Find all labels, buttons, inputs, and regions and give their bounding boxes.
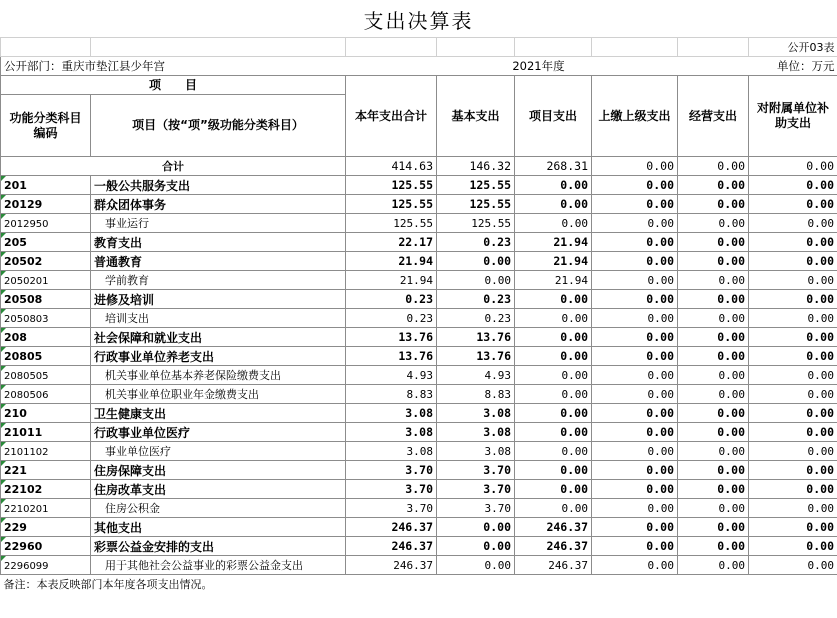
row-value: 0.00 <box>678 347 749 366</box>
cell-marker-icon <box>1 385 6 390</box>
meta-row <box>1 57 837 76</box>
department-label: 公开部门：重庆市垫江县少年宫 <box>1 57 437 76</box>
row-value: 0.00 <box>749 423 837 442</box>
row-value: 0.00 <box>749 385 837 404</box>
row-value: 13.76 <box>437 328 515 347</box>
row-value: 0.00 <box>515 328 592 347</box>
row-value: 3.70 <box>437 499 515 518</box>
row-value: 0.00 <box>515 176 592 195</box>
row-name: 社会保障和就业支出 <box>91 328 346 347</box>
row-name: 群众团体事务 <box>91 195 346 214</box>
row-value: 0.00 <box>678 442 749 461</box>
row-value: 3.08 <box>437 404 515 423</box>
cell-marker-icon <box>1 271 6 276</box>
row-code <box>1 271 91 290</box>
row-code-text: 21011 <box>4 425 43 439</box>
table-row <box>1 309 837 328</box>
row-value: 0.00 <box>515 461 592 480</box>
row-value: 21.94 <box>346 271 437 290</box>
row-value: 0.00 <box>678 537 749 556</box>
row-code-text: 205 <box>4 235 27 249</box>
row-value: 0.00 <box>515 442 592 461</box>
cell-marker-icon <box>1 366 6 371</box>
cell-marker-icon <box>1 499 6 504</box>
row-code <box>1 176 91 195</box>
row-value: 4.93 <box>346 366 437 385</box>
row-value: 0.00 <box>749 499 837 518</box>
table-row <box>1 271 837 290</box>
table-row <box>1 461 837 480</box>
table-row <box>1 290 837 309</box>
row-value: 0.00 <box>437 271 515 290</box>
row-value: 0.00 <box>749 328 837 347</box>
table-row <box>1 176 837 195</box>
row-value: 0.00 <box>749 309 837 328</box>
row-value: 0.00 <box>437 537 515 556</box>
total-value: 0.00 <box>749 157 837 176</box>
cell-marker-icon <box>1 537 6 542</box>
table-note: 备注：本表反映部门本年度各项支出情况。 <box>3 578 213 592</box>
row-value: 4.93 <box>437 366 515 385</box>
header-row-1 <box>1 76 837 95</box>
row-value: 0.23 <box>437 309 515 328</box>
row-value: 0.00 <box>749 214 837 233</box>
cell-marker-icon <box>1 480 6 485</box>
row-value: 0.23 <box>346 309 437 328</box>
cell-marker-icon <box>1 309 6 314</box>
row-code-text: 208 <box>4 330 27 344</box>
cell-marker-icon <box>1 233 6 238</box>
row-value: 125.55 <box>437 195 515 214</box>
table-row <box>1 556 837 575</box>
row-value: 13.76 <box>346 347 437 366</box>
report-title: 支出决算表 <box>363 8 474 33</box>
row-value: 0.00 <box>592 233 678 252</box>
row-value: 125.55 <box>346 214 437 233</box>
row-value: 0.00 <box>592 499 678 518</box>
table-row <box>1 537 837 556</box>
total-label: 合计 <box>1 157 346 176</box>
row-value: 246.37 <box>515 518 592 537</box>
row-name: 行政事业单位养老支出 <box>91 347 346 366</box>
row-name: 培训支出 <box>91 309 346 328</box>
row-value: 0.00 <box>678 499 749 518</box>
row-code-text: 210 <box>4 406 27 420</box>
row-code-text: 22960 <box>4 539 43 553</box>
table-row <box>1 423 837 442</box>
row-value: 0.00 <box>515 423 592 442</box>
expenditure-table <box>0 37 837 594</box>
row-value: 0.23 <box>346 290 437 309</box>
row-value: 0.00 <box>678 271 749 290</box>
row-code <box>1 385 91 404</box>
row-value: 0.00 <box>437 556 515 575</box>
row-value: 0.00 <box>749 404 837 423</box>
row-value: 3.08 <box>346 442 437 461</box>
row-value: 0.00 <box>592 214 678 233</box>
cell-marker-icon <box>1 195 6 200</box>
table-number: 公开03表 <box>749 38 837 57</box>
row-value: 0.00 <box>592 347 678 366</box>
row-name: 事业单位医疗 <box>91 442 346 461</box>
row-value: 0.00 <box>678 518 749 537</box>
row-name: 彩票公益金安排的支出 <box>91 537 346 556</box>
row-value: 246.37 <box>515 556 592 575</box>
row-code <box>1 347 91 366</box>
row-value: 0.00 <box>749 233 837 252</box>
row-name: 学前教育 <box>91 271 346 290</box>
row-value: 0.00 <box>678 404 749 423</box>
row-value: 0.00 <box>515 499 592 518</box>
row-code-text: 20502 <box>4 254 43 268</box>
row-name: 教育支出 <box>91 233 346 252</box>
row-code <box>1 499 91 518</box>
total-value: 146.32 <box>437 157 515 176</box>
row-value: 0.00 <box>678 423 749 442</box>
row-value: 3.08 <box>437 442 515 461</box>
row-value: 21.94 <box>346 252 437 271</box>
row-value: 21.94 <box>515 271 592 290</box>
row-value: 21.94 <box>515 233 592 252</box>
row-name: 普通教育 <box>91 252 346 271</box>
row-code <box>1 366 91 385</box>
row-code-text: 2296099 <box>4 560 49 572</box>
row-value: 0.00 <box>515 480 592 499</box>
row-value: 3.08 <box>437 423 515 442</box>
row-value: 0.00 <box>678 195 749 214</box>
table-row <box>1 385 837 404</box>
table-row <box>1 480 837 499</box>
header-upper: 上缴上级支出 <box>592 76 678 157</box>
row-code-text: 2050803 <box>4 313 49 325</box>
row-code-text: 20508 <box>4 292 43 306</box>
row-value: 246.37 <box>346 518 437 537</box>
row-value: 0.00 <box>678 556 749 575</box>
row-code-text: 2210201 <box>4 503 49 515</box>
row-name: 事业运行 <box>91 214 346 233</box>
row-value: 0.00 <box>515 347 592 366</box>
row-value: 0.00 <box>592 385 678 404</box>
row-value: 246.37 <box>346 537 437 556</box>
row-value: 0.00 <box>749 366 837 385</box>
row-value: 246.37 <box>515 537 592 556</box>
row-value: 0.00 <box>515 366 592 385</box>
table-no-row <box>1 38 837 57</box>
row-value: 0.00 <box>592 556 678 575</box>
year-label: 2021年度 <box>437 57 678 76</box>
row-name: 住房保障支出 <box>91 461 346 480</box>
row-value: 0.00 <box>592 309 678 328</box>
row-code <box>1 518 91 537</box>
row-value: 3.70 <box>437 480 515 499</box>
table-row <box>1 328 837 347</box>
row-value: 0.00 <box>515 309 592 328</box>
row-value: 0.00 <box>515 195 592 214</box>
row-value: 21.94 <box>515 252 592 271</box>
row-value: 0.00 <box>678 252 749 271</box>
row-code-text: 2101102 <box>4 446 49 458</box>
cell-marker-icon <box>1 176 6 181</box>
row-value: 3.08 <box>346 404 437 423</box>
row-code <box>1 195 91 214</box>
row-value: 0.00 <box>515 385 592 404</box>
row-code <box>1 404 91 423</box>
row-value: 3.70 <box>346 480 437 499</box>
header-code: 功能分类科目编码 <box>1 95 91 157</box>
header-subsidy: 对附属单位补助支出 <box>749 76 837 157</box>
row-value: 0.00 <box>678 176 749 195</box>
cell-marker-icon <box>1 556 6 561</box>
row-value: 125.55 <box>437 214 515 233</box>
table-row <box>1 499 837 518</box>
row-code <box>1 442 91 461</box>
row-code-text: 2080505 <box>4 370 49 382</box>
row-code <box>1 556 91 575</box>
row-name: 进修及培训 <box>91 290 346 309</box>
row-value: 0.00 <box>749 195 837 214</box>
row-code-text: 20805 <box>4 349 43 363</box>
row-value: 0.00 <box>515 290 592 309</box>
row-code-text: 2050201 <box>4 275 49 287</box>
row-value: 0.00 <box>749 537 837 556</box>
row-name: 机关事业单位基本养老保险缴费支出 <box>91 366 346 385</box>
row-value: 0.00 <box>437 252 515 271</box>
total-value: 0.00 <box>592 157 678 176</box>
row-value: 0.00 <box>592 328 678 347</box>
row-value: 0.00 <box>678 290 749 309</box>
cell-marker-icon <box>1 423 6 428</box>
row-value: 0.00 <box>592 537 678 556</box>
row-code <box>1 214 91 233</box>
cell-marker-icon <box>1 252 6 257</box>
row-value: 0.00 <box>678 309 749 328</box>
row-code-text: 2012950 <box>4 218 49 230</box>
row-code <box>1 423 91 442</box>
row-value: 0.00 <box>749 271 837 290</box>
row-name: 机关事业单位职业年金缴费支出 <box>91 385 346 404</box>
row-value: 0.00 <box>749 290 837 309</box>
cell-marker-icon <box>1 461 6 466</box>
table-row <box>1 404 837 423</box>
total-value: 414.63 <box>346 157 437 176</box>
row-value: 125.55 <box>346 176 437 195</box>
row-code <box>1 252 91 271</box>
row-value: 0.00 <box>592 366 678 385</box>
row-value: 0.00 <box>749 252 837 271</box>
table-row <box>1 366 837 385</box>
cell-marker-icon <box>1 442 6 447</box>
row-code-text: 201 <box>4 178 27 192</box>
row-value: 0.00 <box>592 195 678 214</box>
note-row <box>1 575 837 594</box>
row-value: 0.00 <box>749 518 837 537</box>
row-code-text: 22102 <box>4 482 43 496</box>
row-code-text: 2080506 <box>4 389 49 401</box>
header-basic: 基本支出 <box>437 76 515 157</box>
row-value: 0.00 <box>678 480 749 499</box>
row-name: 住房改革支出 <box>91 480 346 499</box>
row-value: 0.00 <box>749 461 837 480</box>
header-project: 项目支出 <box>515 76 592 157</box>
row-name: 卫生健康支出 <box>91 404 346 423</box>
row-code <box>1 233 91 252</box>
cell-marker-icon <box>1 214 6 219</box>
row-value: 3.70 <box>346 461 437 480</box>
row-value: 0.00 <box>678 366 749 385</box>
row-value: 0.00 <box>749 176 837 195</box>
cell-marker-icon <box>1 518 6 523</box>
row-name: 一般公共服务支出 <box>91 176 346 195</box>
row-code <box>1 328 91 347</box>
row-value: 0.00 <box>592 176 678 195</box>
row-name: 用于其他社会公益事业的彩票公益金支出 <box>91 556 346 575</box>
row-value: 0.00 <box>678 233 749 252</box>
table-row <box>1 214 837 233</box>
row-name: 住房公积金 <box>91 499 346 518</box>
table-row <box>1 347 837 366</box>
row-value: 0.00 <box>749 480 837 499</box>
row-value: 8.83 <box>437 385 515 404</box>
cell-marker-icon <box>1 290 6 295</box>
row-value: 0.00 <box>437 518 515 537</box>
row-value: 0.00 <box>592 480 678 499</box>
row-value: 22.17 <box>346 233 437 252</box>
cell-marker-icon <box>1 328 6 333</box>
total-value: 0.00 <box>678 157 749 176</box>
row-value: 0.00 <box>592 290 678 309</box>
row-value: 0.00 <box>749 556 837 575</box>
row-code <box>1 290 91 309</box>
cell-marker-icon <box>1 404 6 409</box>
row-value: 3.70 <box>346 499 437 518</box>
row-value: 0.00 <box>749 347 837 366</box>
row-value: 13.76 <box>437 347 515 366</box>
row-value: 0.23 <box>437 233 515 252</box>
table-row <box>1 233 837 252</box>
total-value: 268.31 <box>515 157 592 176</box>
row-value: 0.00 <box>592 252 678 271</box>
row-value: 0.00 <box>592 423 678 442</box>
row-value: 13.76 <box>346 328 437 347</box>
row-code-text: 229 <box>4 520 27 534</box>
row-value: 0.00 <box>592 271 678 290</box>
total-row <box>1 157 837 176</box>
header-name: 项目（按“项”级功能分类科目） <box>91 95 346 157</box>
row-value: 0.23 <box>437 290 515 309</box>
row-value: 0.00 <box>749 442 837 461</box>
row-value: 0.00 <box>592 442 678 461</box>
row-value: 246.37 <box>346 556 437 575</box>
row-code <box>1 537 91 556</box>
row-value: 0.00 <box>678 461 749 480</box>
row-name: 其他支出 <box>91 518 346 537</box>
row-value: 8.83 <box>346 385 437 404</box>
row-value: 0.00 <box>678 214 749 233</box>
row-code-text: 221 <box>4 463 27 477</box>
row-code <box>1 461 91 480</box>
header-xiangmu: 项 目 <box>1 76 346 95</box>
header-business: 经营支出 <box>678 76 749 157</box>
row-value: 0.00 <box>515 214 592 233</box>
table-row <box>1 195 837 214</box>
table-row <box>1 442 837 461</box>
row-value: 3.70 <box>437 461 515 480</box>
cell-marker-icon <box>1 347 6 352</box>
row-value: 125.55 <box>346 195 437 214</box>
row-name: 行政事业单位医疗 <box>91 423 346 442</box>
row-value: 0.00 <box>678 328 749 347</box>
unit-label: 单位：万元 <box>749 57 837 76</box>
row-code <box>1 480 91 499</box>
table-row <box>1 252 837 271</box>
row-code <box>1 309 91 328</box>
row-value: 0.00 <box>515 404 592 423</box>
row-value: 3.08 <box>346 423 437 442</box>
table-row <box>1 518 837 537</box>
row-value: 0.00 <box>592 518 678 537</box>
row-value: 0.00 <box>678 385 749 404</box>
row-value: 0.00 <box>592 461 678 480</box>
row-value: 0.00 <box>592 404 678 423</box>
row-value: 125.55 <box>437 176 515 195</box>
header-total: 本年支出合计 <box>346 76 437 157</box>
row-code-text: 20129 <box>4 197 43 211</box>
